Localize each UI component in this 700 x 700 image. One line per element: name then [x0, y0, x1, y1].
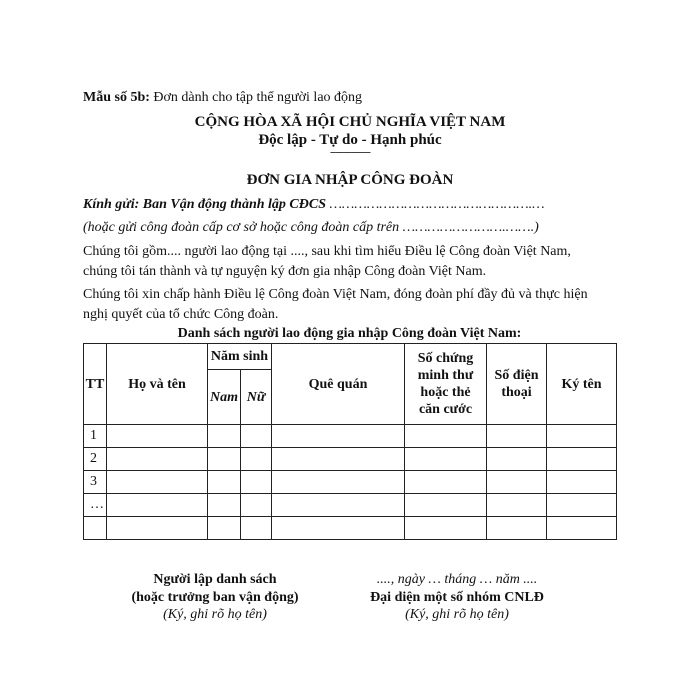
- col-id-line1: Số chứng: [417, 351, 474, 366]
- row-number: 3: [84, 471, 107, 494]
- col-id-line3: hoặc thẻ: [420, 385, 471, 400]
- addressee-label: Kính gửi: Ban Vận động thành lập CĐCS: [83, 197, 326, 212]
- form-code-line: [83, 90, 362, 106]
- addressee-dots: ………………………………………….…: [325, 197, 545, 212]
- col-phone-line2: thoại: [501, 385, 532, 400]
- member-list-table: [83, 343, 617, 540]
- col-male: Nam: [208, 370, 241, 425]
- intro-paragraph: Chúng tôi gồm.... người lao động tại ...., sau khi tìm hiểu Điều lệ Công đoàn Việt Nam, chúng tôi tán thành và tự nguyện ký đơn gia nhập Công đoàn Việt Nam.: [83, 244, 571, 279]
- row-number: 2: [84, 448, 107, 471]
- col-name: Họ và tên: [107, 344, 208, 425]
- col-id-line4: căn cước: [418, 402, 473, 417]
- table-header-row: [84, 344, 617, 370]
- motto: Độc lập - Tự do - Hạnh phúc: [258, 132, 442, 148]
- right-signature-note: (Ký, ghi rõ họ tên): [405, 607, 509, 622]
- table-row: [84, 448, 617, 471]
- left-signature-subtitle: (hoặc trưởng ban vận động): [131, 590, 299, 605]
- document-title: ĐƠN GIA NHẬP CÔNG ĐOÀN: [246, 172, 454, 188]
- col-id-line2: minh thư: [417, 368, 474, 383]
- col-id-card: [405, 344, 487, 425]
- table-row: [84, 471, 617, 494]
- col-phone-line1: Số điện: [494, 368, 539, 383]
- form-code: Mẫu số 5b:: [83, 90, 150, 105]
- left-signature-title: Người lập danh sách: [153, 572, 277, 587]
- signature-date: ...., ngày … tháng … năm ....: [376, 572, 538, 587]
- form-description: Đơn dành cho tập thể người lao động: [149, 90, 363, 105]
- addressee-line: [83, 197, 545, 213]
- right-signature-title: Đại diện một số nhóm CNLĐ: [370, 590, 544, 605]
- nation-title: CỘNG HÒA XÃ HỘI CHỦ NGHĨA VIỆT NAM: [194, 114, 506, 130]
- table-row: [84, 425, 617, 448]
- col-sign: Ký tên: [547, 344, 617, 425]
- row-number: 1: [84, 425, 107, 448]
- list-title: Danh sách người lao động gia nhập Công đoàn Việt Nam:: [177, 326, 522, 341]
- col-birth-year: Năm sinh: [208, 344, 272, 370]
- motto-divider: ---------------: [330, 146, 370, 158]
- row-number: [84, 517, 107, 540]
- commitment-paragraph: Chúng tôi xin chấp hành Điều lệ Công đoàn Việt Nam, đóng đoàn phí đầy đủ và thực hiện nghị quyết của tổ chức Công đoàn.: [83, 287, 588, 322]
- table-row: [84, 517, 617, 540]
- col-tt: TT: [84, 344, 107, 425]
- row-number: …: [84, 494, 107, 517]
- col-hometown: Quê quán: [272, 344, 405, 425]
- col-phone: [487, 344, 547, 425]
- table-row: [84, 494, 617, 517]
- addressee-note: (hoặc gửi công đoàn cấp cơ sở hoặc công đoàn cấp trên …………………….…….): [83, 220, 539, 235]
- col-female: Nữ: [241, 370, 272, 425]
- left-signature-note: (Ký, ghi rõ họ tên): [163, 607, 267, 622]
